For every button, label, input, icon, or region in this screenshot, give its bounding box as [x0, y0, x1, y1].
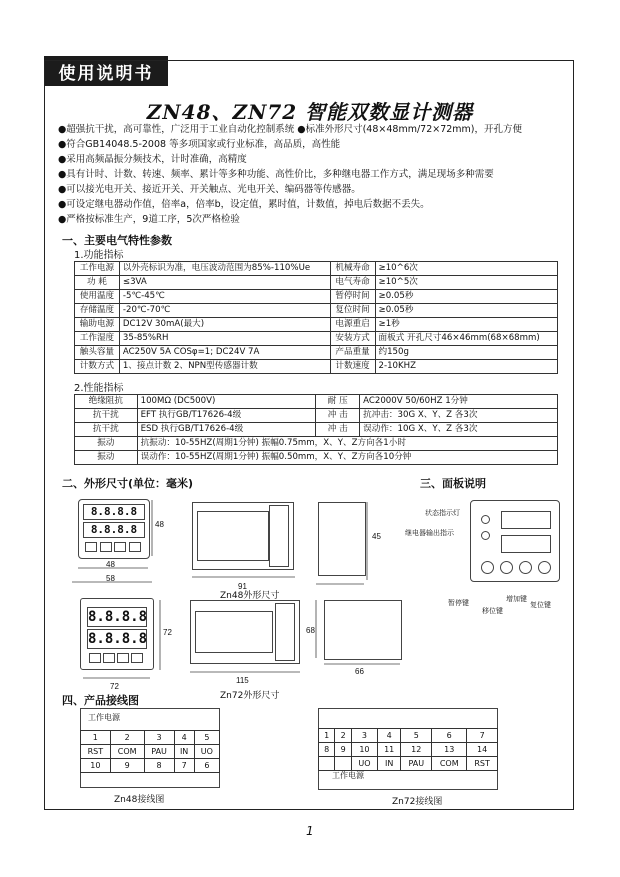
dim-label: 91 — [238, 582, 247, 591]
table-cell: ≥10^5次 — [375, 276, 558, 290]
page-title: ZN48、ZN72 智能双数显计测器 — [146, 100, 474, 124]
table-cell: 13 — [432, 743, 467, 757]
table-cell: 电气寿命 — [330, 276, 375, 290]
section-heading: 二、外形尺寸(单位：毫米) — [62, 477, 194, 490]
table-cell: 1 — [319, 729, 335, 743]
table-cell: COM — [432, 757, 467, 771]
table-cell: 存储温度 — [75, 304, 120, 318]
table-cell: 误动作：10G X、Y、Z 各3次 — [360, 423, 558, 437]
table-cell: 计数速度 — [330, 360, 375, 374]
table-cell: PAU — [401, 757, 432, 771]
table-cell: 3 — [144, 731, 174, 745]
table-cell: 面板式 开孔尺寸46×46mm(68×68mm) — [375, 332, 558, 346]
panel-label: 继电器输出指示 — [405, 529, 454, 537]
figure-caption: Zn48接线图 — [114, 795, 165, 805]
table-cell: 14 — [467, 743, 498, 757]
panel-label: 复位键 — [530, 601, 551, 609]
table-cell: ≥0.05秒 — [375, 290, 558, 304]
table-cell: 电源重启 — [330, 318, 375, 332]
zn48-side-view — [192, 502, 294, 570]
wiring-label: 工作电源 — [88, 713, 120, 722]
table-cell: 约150g — [375, 346, 558, 360]
table-cell: 11 — [377, 743, 400, 757]
table-cell: ESD 执行GB/T17626-4级 — [137, 423, 316, 437]
dim-label: 115 — [236, 676, 249, 685]
section-heading: 四、产品接线图 — [62, 694, 139, 707]
table-cell: 振动 — [75, 437, 138, 451]
zn48-back-view — [318, 502, 366, 576]
table-cell: 使用温度 — [75, 290, 120, 304]
table-cell: ≥0.05秒 — [375, 304, 558, 318]
zn72-back-view — [324, 600, 402, 660]
feature-line: ●采用高频晶振分频技术，计时准确，高精度 — [58, 154, 247, 165]
dim-label: 68 — [306, 626, 315, 635]
table-cell: COM — [110, 745, 144, 759]
table-row — [319, 757, 498, 771]
table-cell: -5℃-45℃ — [119, 290, 330, 304]
table-cell: AC250V 5A COSφ=1; DC24V 7A — [119, 346, 330, 360]
display-digits: 8.8.8.8 — [83, 522, 145, 538]
manual-header: 使用说明书 — [44, 56, 168, 86]
table-cell: 12 — [401, 743, 432, 757]
status-led-icon — [481, 515, 490, 524]
table-cell: EFT 执行GB/T17626-4级 — [137, 409, 316, 423]
table-cell: 1、接点计数 2、NPN型传感器计数 — [119, 360, 330, 374]
table-cell: 10 — [81, 759, 111, 773]
table-cell — [319, 757, 335, 771]
table-cell: 抗干扰 — [75, 409, 138, 423]
subsection-heading: 1.功能指标 — [74, 250, 124, 261]
table-cell: 产品重量 — [330, 346, 375, 360]
table-cell: RST — [81, 745, 111, 759]
table-cell: 35-85%RH — [119, 332, 330, 346]
feature-line: ●可以接光电开关、接近开关、开关触点、光电开关、编码器等传感器。 — [58, 184, 361, 195]
table-cell — [335, 757, 351, 771]
figure-caption: Zn48外形尺寸 — [220, 591, 280, 601]
feature-line: ●可设定继电器动作值，倍率a，倍率b，设定值，累时值，计数值，掉电后数据不丢失。 — [58, 199, 430, 210]
table-cell: 2-10KHZ — [375, 360, 558, 374]
dim-label: 45 — [372, 532, 381, 541]
dim-label: 72 — [163, 628, 172, 637]
dim-label: 48 — [155, 520, 164, 529]
table-cell: DC12V 30mA(最大) — [119, 318, 330, 332]
table-cell: ≥1秒 — [375, 318, 558, 332]
table-cell: 4 — [174, 731, 194, 745]
feature-line: ●具有计时、计数、转速、频率、累计等多种功能、高性价比，多种继电器工作方式，满足现场多种需要 — [58, 169, 494, 180]
table-cell: 抗干扰 — [75, 423, 138, 437]
table-cell: 100MΩ (DC500V) — [137, 395, 316, 409]
subsection-heading: 2.性能指标 — [74, 383, 124, 394]
panel-diagram — [470, 500, 560, 582]
table-cell: 10 — [351, 743, 377, 757]
dim-label: 66 — [355, 667, 364, 676]
table-cell: 复位时间 — [330, 304, 375, 318]
table-cell: 误动作：10-55HZ(周期1分钟) 振幅0.50mm，X、Y、Z方向各10分钟 — [137, 451, 557, 465]
table-cell: UO — [194, 745, 219, 759]
table-cell: 8 — [144, 759, 174, 773]
panel-buttons — [481, 561, 551, 574]
panel-label: 增加键 — [506, 595, 527, 603]
display-digits: 8.8.8.8 — [83, 504, 145, 520]
table-cell: -20℃-70℃ — [119, 304, 330, 318]
table-cell: 5 — [401, 729, 432, 743]
table-cell: ≤3VA — [119, 276, 330, 290]
section-heading: 三、面板说明 — [420, 477, 486, 490]
panel-label: 移位键 — [482, 607, 503, 615]
dim-label: 72 — [110, 682, 119, 691]
table-row — [319, 743, 498, 757]
table-cell: 3 — [351, 729, 377, 743]
zn72-side-view — [190, 600, 300, 664]
table-row — [319, 729, 498, 743]
table-cell: 工作湿度 — [75, 332, 120, 346]
panel-label: 状态指示灯 — [425, 509, 460, 517]
table-cell: 触头容量 — [75, 346, 120, 360]
table-cell: 9 — [335, 743, 351, 757]
table-cell: UO — [351, 757, 377, 771]
table-cell: 1 — [81, 731, 111, 745]
table-cell: 5 — [194, 731, 219, 745]
table-cell: 安装方式 — [330, 332, 375, 346]
table-cell: 7 — [174, 759, 194, 773]
figure-caption: Zn72外形尺寸 — [220, 691, 280, 701]
table-cell: AC2000V 50/60HZ 1分钟 — [360, 395, 558, 409]
table-cell: 绝缘阻抗 — [75, 395, 138, 409]
feature-line: ●符合GB14048.5-2008 等多项国家或行业标准，高品质，高性能 — [58, 139, 341, 150]
table-row — [81, 745, 220, 759]
page-number: 1 — [306, 824, 314, 838]
table-cell: 抗冲击：30G X、Y、Z 各3次 — [360, 409, 558, 423]
table-cell: 耐 压 — [316, 395, 360, 409]
table-cell: 8 — [319, 743, 335, 757]
dim-label: 48 — [106, 560, 115, 569]
table-cell: 振动 — [75, 451, 138, 465]
table-cell: 7 — [467, 729, 498, 743]
dim-label: 58 — [106, 574, 115, 583]
relay-led-icon — [481, 531, 490, 540]
table-cell: 冲 击 — [316, 409, 360, 423]
feature-line: ●严格按标准生产，9道工序，5次严格检验 — [58, 214, 240, 225]
table-cell: 功 耗 — [75, 276, 120, 290]
display-digits: 8.8.8.8 — [88, 631, 148, 647]
table-cell: 9 — [110, 759, 144, 773]
table-cell: 2 — [110, 731, 144, 745]
table-cell: 暂停时间 — [330, 290, 375, 304]
display-digits: 8.8.8.8 — [88, 609, 148, 625]
table-row — [81, 731, 220, 745]
figure-caption: Zn72接线图 — [392, 797, 443, 807]
table-cell: 6 — [432, 729, 467, 743]
table-cell: 工作电源 — [75, 262, 120, 276]
wiring-label: 工作电源 — [332, 771, 364, 780]
table-cell: 4 — [377, 729, 400, 743]
panel-label: 暂停键 — [448, 599, 469, 607]
table-cell: 冲 击 — [316, 423, 360, 437]
table-cell: 6 — [194, 759, 219, 773]
table-cell: RST — [467, 757, 498, 771]
section-heading: 一、主要电气特性参数 — [62, 234, 172, 247]
table-cell: 抗振动：10-55HZ(周期1分钟) 振幅0.75mm，X、Y、Z方向各1小时 — [137, 437, 557, 451]
table-cell: PAU — [144, 745, 174, 759]
zn72-front-view — [80, 598, 154, 670]
table-cell: 计数方式 — [75, 360, 120, 374]
table-cell: IN — [174, 745, 194, 759]
table-cell: 输助电源 — [75, 318, 120, 332]
table-cell: 机械寿命 — [330, 262, 375, 276]
zn72-terminal-table — [318, 728, 498, 771]
feature-line: ●超强抗干扰，高可靠性，广泛用于工业自动化控制系统 ●标准外形尺寸(48×48mm/72×72mm)，开孔方便 — [58, 124, 523, 135]
table-row — [81, 759, 220, 773]
table-cell: ≥10^6次 — [375, 262, 558, 276]
table-cell: 2 — [335, 729, 351, 743]
table-cell: IN — [377, 757, 400, 771]
button-row — [89, 653, 143, 663]
zn48-terminal-table — [80, 730, 220, 773]
table-cell: 以外壳标识为准，电压波动范围为85%-110%Ue — [119, 262, 330, 276]
